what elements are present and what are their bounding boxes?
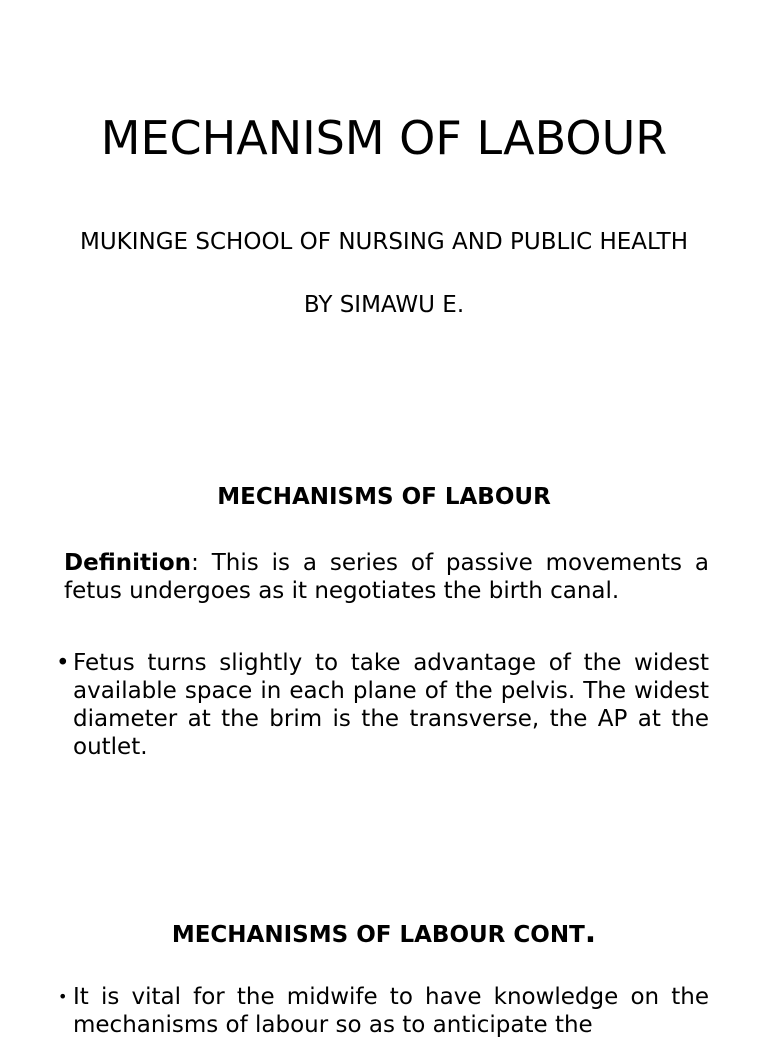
bullet-item (56, 649, 709, 761)
author-line: BY SIMAWU E. (303, 292, 465, 318)
definition-paragraph (64, 549, 709, 605)
bullet-icon: • (56, 650, 70, 676)
bullet-item (56, 983, 709, 1039)
slide-title-heading: MECHANISM OF LABOUR (100, 111, 668, 165)
definition-term: Definition (64, 550, 192, 576)
slide-heading-text: MECHANISMS OF LABOUR CONT (171, 922, 585, 948)
slide-heading (0, 915, 768, 950)
bullet-text: Fetus turns slightly to take advantage of the widest available space in each plane of the pelvis. The widest diameter at the brim is the transverse, the AP at the outlet. (73, 650, 709, 760)
bullet-text: It is vital for the midwife to have knowledge on the mechanisms of labour so as to anticipate the (73, 984, 709, 1038)
slide-heading-period: . (584, 915, 597, 950)
bullet-icon: • (58, 987, 68, 1006)
slide-heading: MECHANISMS OF LABOUR (217, 484, 551, 510)
school-name: MUKINGE SCHOOL OF NURSING AND PUBLIC HEALTH (79, 229, 689, 255)
definition-text: : This is a series of passive movements a fetus undergoes as it negotiates the birth canal. (64, 550, 709, 604)
